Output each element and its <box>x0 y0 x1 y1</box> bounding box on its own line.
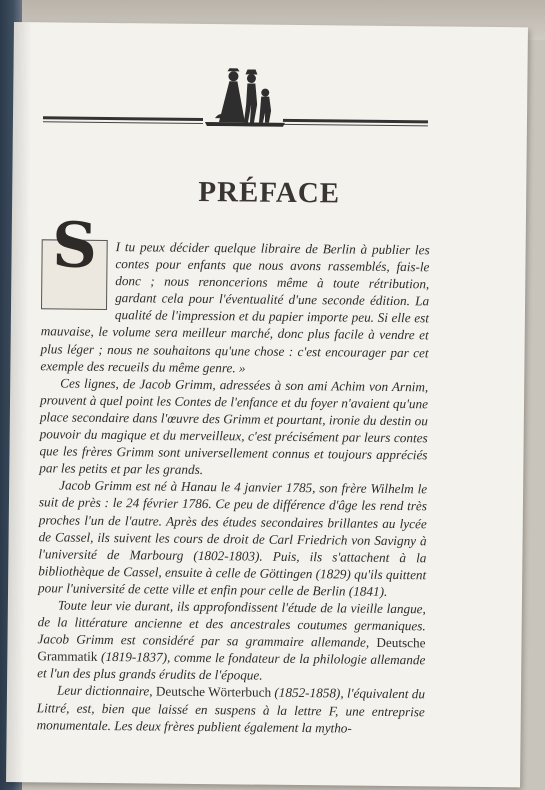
dropcap-letter: S <box>51 208 98 282</box>
paragraph-2: Ces lignes, de Jacob Grimm, adressées à son ami Achim von Arnim, prouvent à quel point les Contes de l'enfance et du foyer n'avaient qu'une place secondaire dans l'œuvre des Grimm et pourtant, ironie du destin ou pouvoir du magique et du merveilleux, c'est précisément par leurs contes que les frères Grimm sont universellement connus et toujours appréciés par les petits et par les grands. <box>39 375 429 478</box>
paragraph-1-text: I tu peux décider quelque libraire de Berlin à publier les contes pour enfants que nous avons rassemblés, fais-le donc ; nous renoncerions même à toute rétribution, gardant cela pour l'éventualité d'une seconde édition. La qualité de l'impression et du papier importe peu. Si elle est mauvaise, le volume sera meilleur marché, donc plus facile à vendre et plus léger ; nous ne souhaitons qu'une chose : c'est encourager par cet exemple des recueils du même genre. » <box>40 239 430 376</box>
ornament-rule-right <box>283 119 428 124</box>
body-text <box>36 208 430 737</box>
paragraph-5-text-a: Leur dictionnaire, <box>56 682 156 699</box>
paragraph-4-text-b: (1819-1837), comme le fondateur de la philologie allemande et l'un des plus grands érudits de l'époque. <box>37 649 426 683</box>
silhouette-vignette-icon <box>205 66 286 127</box>
paragraph-5 <box>37 682 426 737</box>
paragraph-5-text-b: (1852-1858), l'équivalent du Littré, est, bien que laissé en suspens à la lettre F, une entreprise monumentale. Les deux frères publient également la mytho- <box>36 685 426 736</box>
work-title-grammatik: Deutsche Grammatik <box>37 634 426 665</box>
paragraph-4 <box>37 596 426 686</box>
paragraph-4-text-a: Toute leur vie durant, ils approfondissent l'étude de la vieille langue, de la littérature ancienne et des ancestrales coutumes germaniques. Jacob Grimm est considéré par sa grammaire allemande, <box>37 597 426 650</box>
dropcap-illustration <box>41 208 108 310</box>
paragraph-1 <box>40 208 430 378</box>
ornament-rule-left <box>43 116 203 121</box>
book-page <box>6 22 528 787</box>
work-title-worterbuch: Deutsche Wörterbuch <box>155 683 272 701</box>
header-ornament <box>43 64 429 128</box>
page-title: PRÉFACE <box>198 175 341 210</box>
paragraph-3: Jacob Grimm est né à Hanau le 4 janvier 1785, son frère Wilhelm le suit de près : le 24 février 1786. Ce peu de différence d'âge les rend très proches l'un de l'autre. Après des études secondaires brillantes au lycée de Cassel, ils suivent les cours de droit de Carl Friedrich von Savigny à l'université de Marbourg (1802-1803). Puis, ils s'attachent à la bibliothèque de Cassel, ensuite à celle de Göttingen (1829) qu'ils quittent pour l'université de cette ville et enfin pour celle de Berlin (1841). <box>37 477 428 599</box>
